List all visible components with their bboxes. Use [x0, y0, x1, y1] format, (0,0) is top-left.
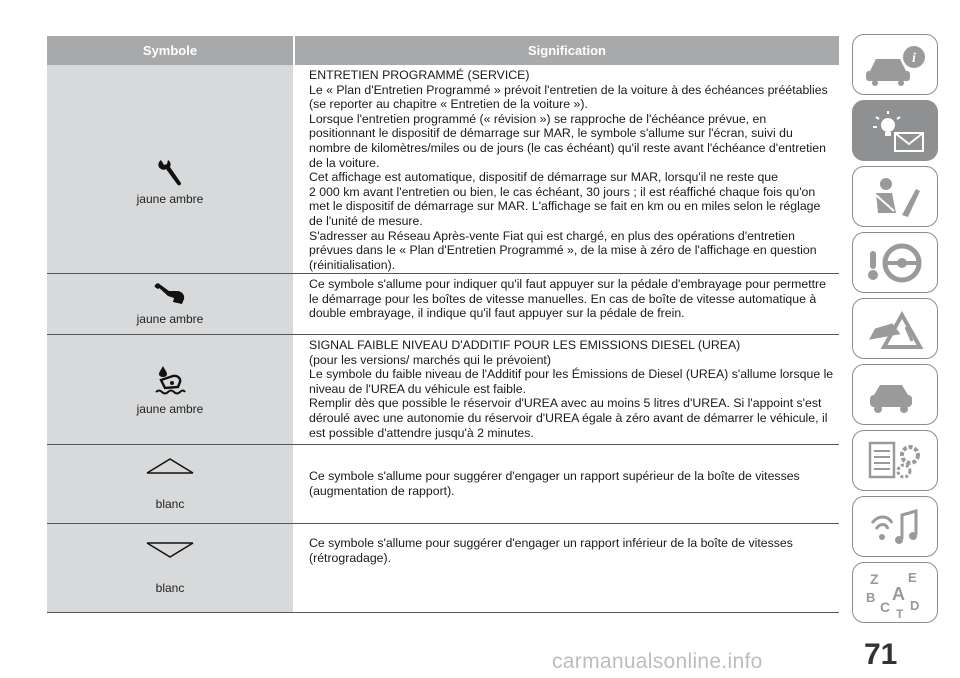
symbol-cell [47, 65, 293, 273]
svg-text:i: i [912, 50, 916, 66]
table-row [47, 524, 839, 613]
emergency-icon [862, 307, 928, 351]
tab-car-info[interactable] [852, 34, 938, 95]
wrench-icon [157, 158, 183, 192]
warning-lights-icon [862, 109, 928, 153]
header-meaning: Signification [293, 36, 839, 65]
svg-text:A: A [892, 583, 905, 604]
gear-down-icon [145, 541, 195, 581]
tab-emergency[interactable] [852, 298, 938, 359]
tab-technical-data[interactable] [852, 430, 938, 491]
symbol-cell [47, 524, 293, 612]
svg-text:D: D [910, 597, 920, 613]
page-number: 71 [864, 638, 898, 671]
table-row [47, 445, 839, 524]
tab-index[interactable] [852, 562, 938, 623]
symbol-color: blanc [155, 581, 185, 595]
clutch-pedal-icon [153, 282, 187, 312]
warning-lights-table [47, 36, 839, 613]
adblue-level-icon [153, 364, 187, 402]
multimedia-icon [862, 505, 928, 549]
watermark-text: carmanualsonline.info [552, 650, 763, 673]
tab-safety[interactable] [852, 166, 938, 227]
safety-seat-icon [862, 175, 928, 219]
tab-maintenance[interactable] [852, 364, 938, 425]
symbol-color: jaune ambre [136, 401, 204, 416]
symbol-cell [47, 335, 293, 444]
symbol-cell [47, 445, 293, 523]
car-info-icon [862, 43, 928, 87]
meaning-cell: SIGNAL FAIBLE NIVEAU D'ADDITIF POUR LES EMISSIONS DIESEL (UREA) (pour les versions/ marchés qui le prévoient) Le symbole du faible niveau de l'Additif pour les Émissions de Diesel (UREA) s'allume lorsque le niveau de l'UREA du véhicule est faible. Remplir dès que possible le réservoir d'UREA avec au moins 5 litres d'UREA. Si l'appoint s'est déroulé avec une autonomie du réservoir d'UREA égale à zéro avant de démarrer le véhicule, il est possible d'attendre jusqu'à 2 minutes. [309, 338, 834, 440]
svg-text:T: T [896, 606, 904, 618]
meaning-cell: Ce symbole s'allume pour indiquer qu'il faut appuyer sur la pédale d'embrayage pour permettre le démarrage pour les boîtes de vitesse manuelles. En cas de boîte de vitesse automatique à double embrayage, il indique qu'il faut appuyer sur la pédale de frein. [309, 277, 826, 321]
technical-data-icon [862, 439, 928, 483]
meaning-cell: Ce symbole s'allume pour suggérer d'engager un rapport inférieur de la boîte de vitesses (rétrogradage). [309, 536, 793, 565]
index-icon [862, 568, 928, 618]
tab-multimedia[interactable] [852, 496, 938, 557]
svg-text:Z: Z [870, 570, 879, 587]
chapter-tabs [852, 34, 938, 628]
symbol-color: jaune ambre [136, 192, 204, 206]
tab-driving[interactable] [852, 232, 938, 293]
steering-wheel-icon [862, 241, 928, 285]
symbol-cell [47, 274, 293, 334]
table-row [47, 65, 839, 274]
symbol-color: jaune ambre [136, 312, 204, 326]
table-header [47, 36, 839, 65]
symbol-color: blanc [155, 497, 185, 511]
gear-up-icon [145, 457, 195, 497]
header-symbol: Symbole [142, 43, 198, 58]
table-row [47, 274, 839, 335]
tab-warning-lights[interactable] [852, 100, 938, 161]
table-row [47, 335, 839, 445]
meaning-cell: ENTRETIEN PROGRAMMÉ (SERVICE) Le « Plan d'Entretien Programmé » prévoit l'entretien de la voiture à des échéances préétablies (se reporter au chapitre « Entretien de la voiture »). Lorsque l'entretien programmé (« révision ») se rapproche de l'échéance prévue, en positionnant le dispositif de démarrage sur MAR, le symbole s'allume sur l'écran, suivi du nombre de kilomètres/miles ou de jours (le cas échéant) qu'il reste avant l'échéance d'entretien de la voiture. Cet affichage est automatique, dispositif de démarrage sur MAR, lorsqu'il ne reste que 2 000 km avant l'entretien ou bien, le cas échéant, 30 jours ; il est réaffiché chaque fois qu'on met le dispositif de démarrage sur MAR. L'affichage se fait en km ou en miles selon le réglage de l'unité de mesure. S'adresser au Réseau Après-vente Fiat qui est chargé, en plus des opérations d'entretien prévues dans le « Plan d'Entretien Programmé », de la mise à zéro de l'affichage en question (réinitialisation). [309, 68, 828, 272]
maintenance-icon [862, 373, 928, 417]
svg-text:E: E [908, 569, 917, 585]
svg-text:C: C [880, 598, 891, 615]
svg-text:B: B [866, 589, 876, 605]
meaning-cell: Ce symbole s'allume pour suggérer d'engager un rapport supérieur de la boîte de vitesses (augmentation de rapport). [309, 468, 800, 498]
